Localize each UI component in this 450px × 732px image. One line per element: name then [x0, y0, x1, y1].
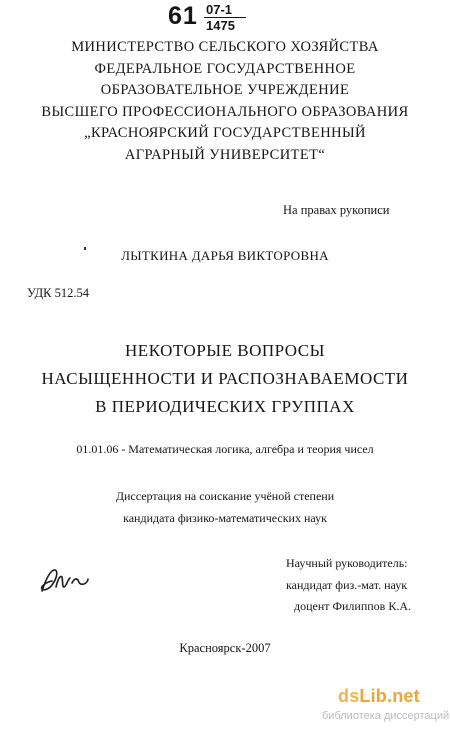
header-line: ОБРАЗОВАТЕЛЬНОЕ УЧРЕЖДЕНИЕ — [100, 82, 350, 98]
archive-stamp-number: 61 — [168, 2, 198, 30]
institution-header — [0, 37, 450, 166]
title-line: В ПЕРИОДИЧЕСКИХ ГРУППАХ — [95, 397, 355, 416]
archive-stamp-bottom: 1475 — [206, 18, 235, 33]
specialty-code: 01.01.06 - Математическая логика, алгебра и теория чисел — [76, 442, 374, 456]
title-line: НЕКОТОРЫЕ ВОПРОСЫ — [125, 341, 325, 360]
advisor-line: кандидат физ.-мат. наук — [286, 577, 408, 592]
watermark-tagline: библиотека диссертаций — [322, 710, 450, 722]
author-name: ЛЫТКИНА ДАРЬЯ ВИКТОРОВНА — [121, 248, 329, 263]
watermark-logo-rest: Lib.net — [359, 686, 420, 706]
degree-line: кандидата физико-математических наук — [123, 511, 327, 525]
degree-statement — [0, 485, 450, 529]
title-line: НАСЫЩЕННОСТИ И РАСПОЗНАВАЕМОСТИ — [41, 369, 409, 388]
header-line: ВЫСШЕГО ПРОФЕССИОНАЛЬНОГО ОБРАЗОВАНИЯ — [41, 103, 409, 120]
header-line: ФЕДЕРАЛЬНОЕ ГОСУДАРСТВЕННОЕ — [94, 60, 356, 77]
scientific-advisor — [286, 553, 411, 618]
udc-code: УДК 512.54 — [27, 286, 89, 300]
header-line: МИНИСТЕРСТВО СЕЛЬСКОГО ХОЗЯЙСТВА — [71, 39, 379, 55]
watermark-logo — [338, 686, 420, 707]
advisor-line: Научный руководитель: — [286, 556, 408, 570]
header-line: АГРАРНЫЙ УНИВЕРСИТЕТ“ — [124, 146, 326, 163]
handwritten-signature — [38, 565, 94, 595]
dissertation-title — [0, 337, 450, 421]
manuscript-rights-note: На правах рукописи — [283, 203, 390, 217]
watermark-logo-prefix: ds — [338, 686, 360, 706]
degree-line: Диссертация на соискание учёной степени — [115, 489, 335, 503]
header-line: „КРАСНОЯРСКИЙ ГОСУДАРСТВЕННЫЙ — [84, 125, 366, 141]
archive-stamp-top: 07-1 — [206, 2, 233, 17]
city-year: Красноярск-2007 — [179, 641, 271, 655]
advisor-line: доцент Филиппов К.А. — [294, 599, 412, 613]
